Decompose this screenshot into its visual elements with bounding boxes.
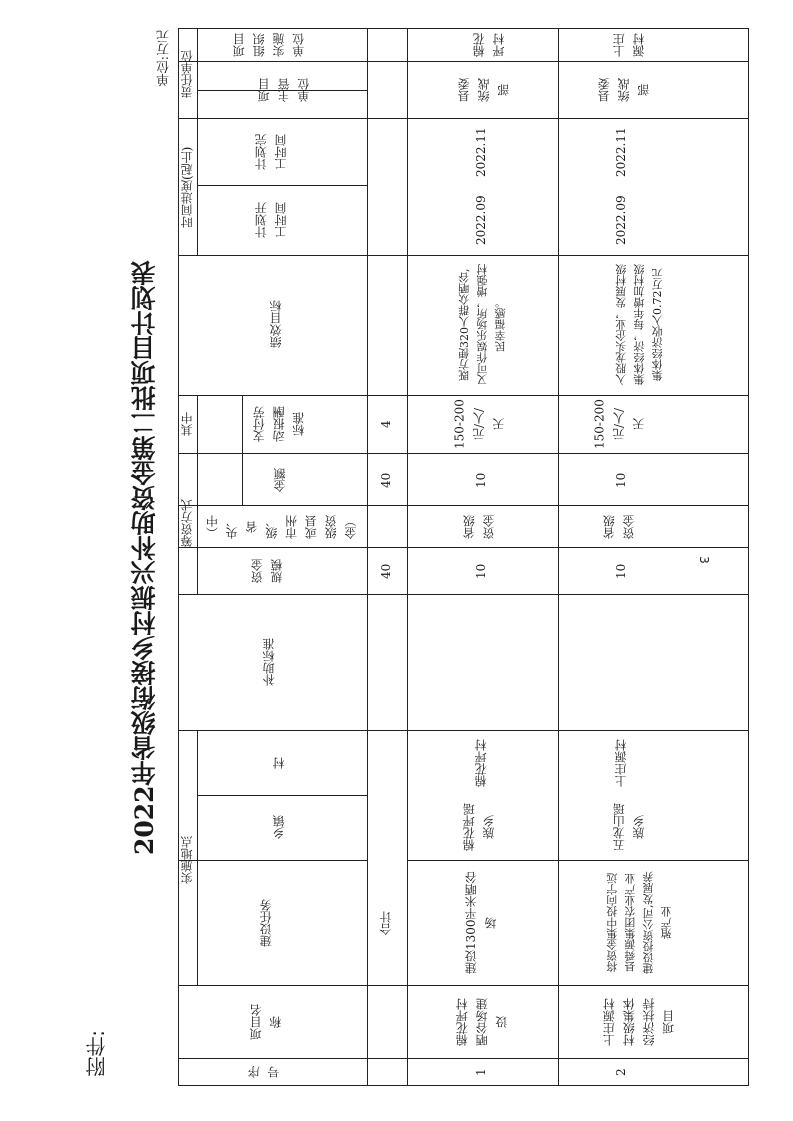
row1-start: 2022.09 <box>474 195 489 245</box>
row2-labor-std: 150-200 元/人/ 天 <box>592 399 646 449</box>
row1-serial: 1 <box>474 1068 489 1076</box>
total-amount: 40 <box>379 472 394 488</box>
total-fund-scale: 40 <box>379 563 394 579</box>
page-title: 2022年省级衔接乡村振兴补助资金第二批项目计划表 <box>130 260 159 855</box>
row2-org: 上庄 源村 <box>612 33 646 57</box>
header-township: 乡镇 <box>272 815 287 840</box>
header-location: 实施地点 <box>180 836 195 884</box>
header-task: 建设任务 <box>259 899 274 947</box>
row1-end: 2022.11 <box>474 127 489 177</box>
header-fund-source: （中 央、 省 级、 市州 或县 级资 金） <box>205 515 358 539</box>
row1-village: 棉花坪村 <box>474 739 489 787</box>
header-among: 其中 <box>180 412 195 436</box>
header-schedule: 时间进度(起止) <box>180 146 195 229</box>
row1-dept: 县委 统战 部 <box>457 78 511 102</box>
total-labor-total: 4 <box>379 420 394 428</box>
row1-project-name: 棉花坪村 晒谷场建 设 <box>455 998 509 1046</box>
header-dept: 项目 主管 单位 <box>257 78 311 102</box>
row2-end: 2022.11 <box>614 127 629 177</box>
row2-serial: 2 <box>614 1068 629 1076</box>
row2-fund-scale: 10 <box>614 563 629 579</box>
header-village: 村 <box>272 757 287 769</box>
row1-task: 建设1300平米晒谷场 <box>464 871 498 975</box>
row2-start: 2022.09 <box>614 195 629 245</box>
row1-amount: 10 <box>474 472 489 488</box>
header-fund-scale: 资金 规模 <box>250 559 284 583</box>
header-labor-std: 支付劳 动报酬 标准 <box>252 406 306 442</box>
row1-fund-source: 省级 资金 <box>462 515 496 539</box>
page-number: 3 <box>696 556 711 564</box>
row2-township: 五龙山瑶 族乡 <box>612 803 646 852</box>
row2-dept: 县委 统战 部 <box>597 78 651 102</box>
row2-fund-source: 省级 资金 <box>602 515 636 539</box>
annex-label: 附件: <box>85 1030 109 1077</box>
row1-labor-std: 150-200 元/人/ 天 <box>452 399 506 449</box>
header-start: 计划开 工时间 <box>254 202 288 238</box>
row1-township: 棉花坪瑶 族乡 <box>462 803 496 852</box>
row1-performance: 既方便320人群众晒谷, 又可作娱乐场所，增强村 民幸福感。 <box>457 264 508 385</box>
header-financing: 筹资方式 <box>180 499 195 547</box>
header-subsidy-std: 补助标准 <box>262 638 277 687</box>
header-end: 计划完 工时间 <box>254 134 288 170</box>
header-org: 项目 组织 实施 单位 <box>232 33 306 57</box>
row2-amount: 10 <box>614 472 629 488</box>
header-project-name: 项目名 称 <box>249 1004 283 1040</box>
row2-performance: 入股龙头企业，发展村级 集体经济，每年增加村级 集体经济收入0.72万元 <box>614 264 665 385</box>
header-amount: 金额 <box>273 468 288 492</box>
header-serial: 序 号 <box>247 1066 281 1078</box>
row2-task: 将资金集中投向宁远 县舜源集团农业产业 建设投资公司,发展养 殖产业 <box>605 871 674 975</box>
row2-project-name: 上庄源村 村级集体 经济扶持 项目 <box>602 998 676 1046</box>
total-label: 合计 <box>379 911 394 935</box>
row1-org: 棉花 坪村 <box>472 33 506 57</box>
header-responsible: 责任单位 <box>180 50 195 98</box>
row2-village: 上庄源村 <box>614 739 629 787</box>
header-performance: 绩效目标 <box>269 300 284 349</box>
unit-note: 单位:万元 <box>157 30 172 87</box>
row1-fund-scale: 10 <box>474 563 489 579</box>
